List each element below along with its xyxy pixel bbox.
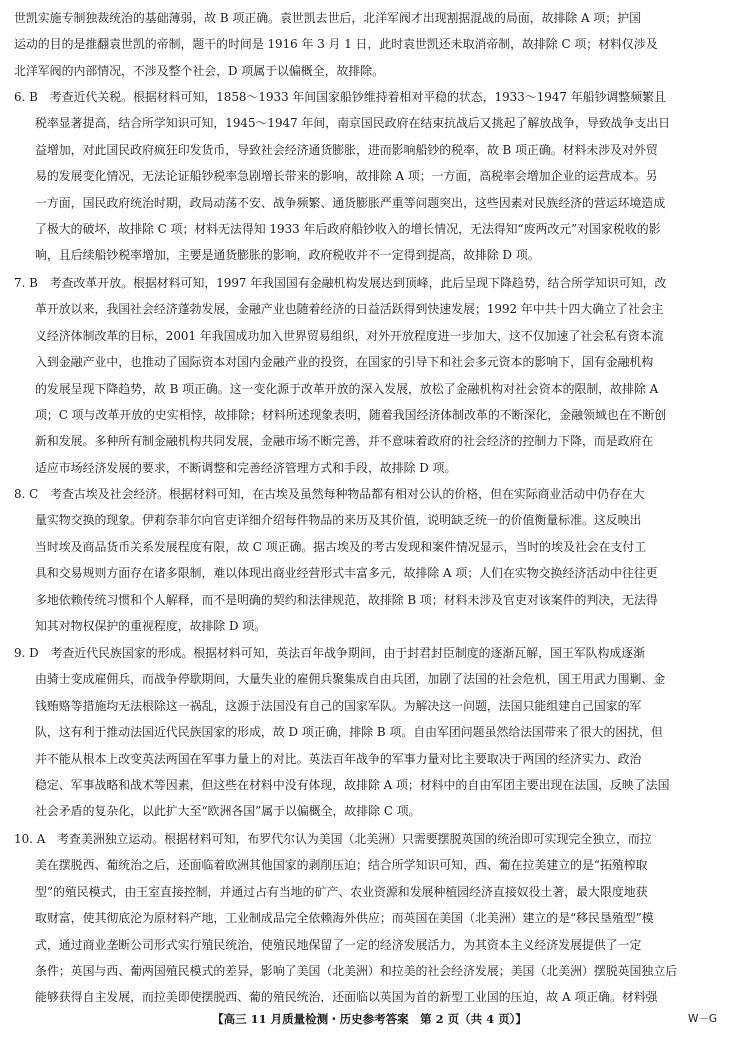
text-line: 运动的目的是推翻袁世凯的帝制，题干的时间是 1916 年 3 月 1 日，此时袁世凯还未取消帝制，故排除 C 项；材料仅涉及 [14,37,658,52]
text-line: 易的发展变化情况，无法论证船钞税率急剧增长带来的影响，故排除 A 项；一方面，高税率会增加企业的运营成本。另 [35,169,658,184]
text-line: 响，且后续船钞税率增加，主要是通货膨胀的影响，政府税收并不一定得到提高，故排除 D 项。 [35,248,540,263]
text-line: 税率显著提高，结合所学知识可知，1945～1947 年间，南京国民政府在结束抗战后又挑起了解放战争，导致战争支出日 [35,116,671,131]
text-line: 世凯实施专制独裁统治的基础薄弱，故 B 项正确。袁世凯去世后，北洋军阀才出现割据混战的局面，故排除 A 项；护国 [14,11,641,25]
text-line: 知其对物权保护的重视程度，故排除 D 项。 [35,618,267,633]
answer-8 [14,481,729,639]
text-line: 6. B 考查近代关税。根据材料可知，1858～1933 年间国家船钞维持着相对平稳的状态，1933～1947 年船钞调整频繁且 [14,90,666,104]
text-line: 益增加，对此国民政府疯狂印发货币，导致社会经济通货膨胀，进而影响船钞的税率，故 B 项正确。材料未涉及对外贸 [35,142,658,157]
text-line: 由骑士变成雇佣兵，而战争停歇期间，大量失业的雇佣兵聚集成自由兵团，加剧了法国的社会危机，国王用武力围剿、金 [35,672,666,687]
text-line: 10. A 考查美洲独立运动。根据材料可知，布罗代尔认为美国（北美洲）只需要摆脱英国的统治即可实现完全独立，而拉 [14,832,652,846]
text-line: 了极大的破坏，故排除 C 项；材料无法得知 1933 年后政府船钞收入的增长情况，无法得知“废两改元”对国家税收的影 [35,221,661,236]
text-line: 多地依赖传统习惯和个人解释，而不是明确的契约和法律规范，故排除 B 项；材料未涉及官吏对该案件的判决，无法得 [35,592,658,607]
text-line: 稳定、军事战略和战术等因素，但这些在材料中没有体现，故排除 A 项；材料中的自由军团主要出现在法国，反映了法国 [35,777,670,792]
text-line: 项；C 项与改革开放的史实相悖，故排除；材料所述现象表明，随着我国经济体制改革的不断深化，金融领域也在不断创 [35,407,667,422]
text-line: 8. C 考查古埃及社会经济。根据材料可知，在古埃及虽然每种物品都有相对公认的价格，但在实际商业活动中仍存在大 [14,487,645,501]
text-line: 并不能从根本上改变英法两国在军事力量上的对比。英法百年战争的军事力量对比主要取决于两国的经济实力、政治 [35,751,642,766]
text-line: 队，这有利于推动法国近代民族国家的形成，故 D 项正确，排除 B 项。自由军团问题虽然给法国带来了很大的困扰，但 [35,725,663,740]
text-line: 能够获得自主发展，而拉美即使摆脱西、葡的殖民统治，还面临以英国为首的新型工业国的压迫，故 A 项正确。材料强 [35,990,658,1005]
footer-code: W－G [687,1013,717,1025]
page-footer [0,1009,739,1029]
text-line: 9. D 考查近代民族国家的形成。根据材料可知，英法百年战争期间，由于封君封臣制度的逐渐瓦解，国王军队构成逐渐 [14,646,646,660]
text-line: 美在摆脱西、葡统治之后，还面临着欧洲其他国家的剥削压迫；结合所学知识可知，西、葡在拉美建立的是“拓殖榨取 [35,858,648,873]
text-line: 钱贿赂等措施均无法根除这一祸乱，这源于法国没有自己的国家军队。为解决这一问题，法国只能组建自己国家的军 [35,698,642,713]
text-line: 当时埃及商品货币关系发展程度有限，故 C 项正确。据古埃及的考古发现和案件情况显示，当时的埃及社会在支付工 [35,539,647,554]
text-line: 新和发展。多种所有制金融机构共同发展，金融市场不断完善，并不意味着政府的社会经济的控制力下降，而是政府在 [35,434,654,449]
text-line: 型”的殖民模式，由王室直接控制，并通过占有当地的矿产、农业资源和发展种植园经济直接奴役土著，最大限度地获 [35,884,648,899]
text-line: 条件；英国与西、葡两国殖民模式的差异，影响了美国（北美洲）和拉美的社会经济发展；美国（北美洲）摆脱英国独立后 [35,963,678,978]
continued-paragraph [14,5,729,84]
text-line: 取财富，使其彻底沦为原材料产地，工业制成品完全依赖海外供应；而英国在美国（北美洲）建立的是“移民垦殖型”模 [35,911,654,926]
text-line: 革开放以来，我国社会经济蓬勃发展，金融产业也随着经济的日益活跃得到快速发展；1992 年中共十四大确立了社会主 [35,302,664,317]
text-line: 7. B 考查改革开放。根据材料可知，1997 年我国国有金融机构发展达到顶峰，此后呈现下降趋势，结合所学知识可知，改 [14,276,667,290]
text-line: 北洋军阀的内部情况，不涉及整个社会，D 项属于以偏概全，故排除。 [14,63,385,78]
answer-9 [14,640,729,825]
text-line: 入到金融产业中，也推动了国际资本对国内金融产业的投资，在国家的引导下和社会多元资本的影响下，国有金融机构 [35,355,654,370]
text-line: 义经济体制改革的目标，2001 年我国成功加入世界贸易组织，对外开放程度进一步加大，这不仅加速了社会私有资本流 [35,328,664,343]
text-line: 量实物交换的现象。伊莉奈菲尔向官吏详细介绍每件物品的来历及其价值，说明缺乏统一的价值衡量标准。这反映出 [35,513,642,528]
footer-title: 【高三 11 月质量检测・历史参考答案 第 2 页（共 4 页）】 [212,1012,527,1026]
text-line: 式，通过商业垄断公司形式实行殖民统治，使殖民地保留了一定的经济发展活力，为其资本主义经济发展提供了一定 [35,937,642,952]
text-line: 社会矛盾的复杂化，以此扩大至“欧洲各国”属于以偏概全，故排除 C 项。 [35,804,421,819]
answer-6 [14,84,729,269]
text-line: 适应市场经济发展的要求，不断调整和完善经济管理方式和手段，故排除 D 项。 [35,460,457,475]
text-line: 具和交易规则方面存在诸多限制，难以体现出商业经营形式丰富多元，故排除 A 项；人们在实物交换经济活动中往往更 [35,566,658,581]
answer-10 [14,826,729,1011]
text-line: 一方面，国民政府统治时期，政局动荡不安、战争频繁、通货膨胀严重等问题突出，这些因素对民族经济的营运环境造成 [35,195,666,210]
answer-7 [14,270,729,481]
text-line: 的发展呈现下降趋势，故 B 项正确。这一变化源于改革开放的深入发展，放松了金融机构对社会资本的限制，故排除 A [35,381,659,396]
